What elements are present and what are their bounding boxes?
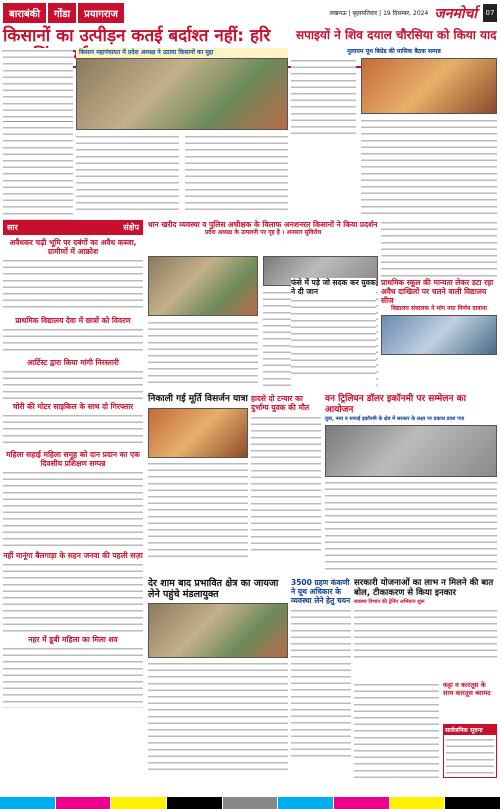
edition-tab-gonda[interactable]: गोंडा	[48, 3, 76, 23]
schemes-story	[354, 578, 497, 678]
idol-text	[148, 461, 248, 561]
masthead	[3, 2, 497, 24]
brief-item-5-title: महिला सहाई महिला समूह को दान प्रदान का एक दिवसीय प्रशिक्षण सम्पन्न	[6, 450, 140, 468]
brief-item-4-title: चोरी की मोटर साइकिल के साथ दो गिरफ्तार	[12, 402, 134, 411]
late-evening-story	[148, 578, 288, 778]
brief-item-6-title: नहीं मानूंगा बैलगाड़ा के सहन जनवा की पहली सज़ा	[3, 551, 143, 560]
idol-story	[148, 394, 248, 574]
brief-header-label-1: सार	[7, 223, 18, 232]
idol-photo	[148, 408, 248, 458]
brief-item-5-text	[3, 470, 143, 548]
harvest-text-a	[148, 320, 258, 388]
graduate-headline: 3500 ग्रहण कंकणी ने यूथ अधिकार के व्यवस्था लेने हेतु चयन	[291, 578, 351, 605]
brief-item-3-title: आर्टिस्ट द्वारा किया मांगी निरस्तारी	[27, 358, 119, 367]
late-evening-text	[148, 661, 288, 771]
lead-text-col-b	[185, 134, 288, 214]
schemes-text-2	[354, 682, 439, 778]
public-notice-box	[443, 724, 497, 778]
brief-item-2-text	[3, 327, 143, 355]
public-notice-text	[446, 737, 494, 777]
right-lead-text-2	[361, 118, 497, 214]
harvest-photo	[148, 256, 258, 316]
trillion-story	[325, 394, 497, 574]
lead-text-col-a	[76, 134, 179, 214]
lead-photo	[76, 58, 288, 130]
page-number: 07	[483, 4, 497, 22]
brief-item-1-text	[3, 258, 143, 313]
brief-item-2-title: प्राथमिक विद्यालय देवा में छात्रों को विवरण	[15, 316, 131, 325]
brief-sidebar	[3, 220, 143, 780]
lead-body-text-2	[3, 125, 73, 220]
brief-header	[3, 220, 143, 235]
school-headline-block	[381, 278, 497, 390]
newspaper-logo: जनमोर्चा	[434, 5, 477, 22]
right-lead-photo	[361, 58, 497, 114]
schemes-headline: सरकारी योजनाओं का लाभ न मिलने की बात बोल, टीकाकरण से किया इनकार	[354, 578, 494, 598]
harvest-kicker: प्रदेश अध्यक्ष के उत्पलनी पर गृह है । अनसार सुविरोध	[204, 229, 322, 236]
schemes-text	[354, 608, 497, 663]
lead-headline: किसानों का उत्पीड़न कतई बर्दाश्त नहीं: हरि	[3, 26, 293, 68]
brief-item-4-text	[3, 413, 143, 447]
harvest-headline: धान खरीद व्यवस्था व पुलिस अधीक्षक के विलाफ अनशनरत किसानों ने किया प्रदर्शन	[148, 220, 378, 229]
school-headline: प्राथमिक स्कूल की मान्यता लेकर डटा रहा अवैध दाखिलों पर चलने वाली विद्यालय सीज	[381, 278, 494, 305]
brief-item-6-text	[3, 562, 143, 632]
brief-header-label-2: संक्षेप	[123, 223, 139, 232]
katta-headline: कट्टा व कारतूस के साथ कारतूस बरामद	[443, 681, 491, 697]
katta-story	[443, 682, 497, 722]
edition-tabs	[3, 3, 124, 23]
trillion-text	[325, 480, 497, 572]
late-evening-headline: देर शाम बाद प्रभावित क्षेत्र का जायजा लेने पहुंचे मंडलायुक्त	[148, 578, 279, 600]
right-lead-headline: सपाइयों ने शिव दयाल चौरसिया को किया याद	[296, 26, 497, 68]
brief-item-7-text	[3, 646, 143, 708]
right-lead-text	[291, 58, 356, 138]
brief-item-7-title: नहर में डूबी महिला का मिला शव	[28, 635, 118, 644]
road-headline: फंसे में पड़े जो सदक कर युवक ने दी जान	[291, 278, 376, 296]
graduate-story	[291, 578, 351, 778]
accident-text	[251, 415, 321, 555]
lead-body-text	[3, 48, 73, 118]
dateline: लखनऊ | बृहस्पतिवार | 19 दिसम्बर, 2024	[329, 10, 429, 17]
graduate-text	[291, 608, 351, 758]
road-text	[291, 298, 376, 378]
brief-item-1-title: अवैधकर चढ़ी भूमि पर दबंगों का अवैध कब्जा, ग्रामीणों में आक्रोश	[9, 238, 137, 256]
schemes-kicker: स्वास्थ्य विभाग की ट्रेनिंग अभियान शुरू	[354, 599, 425, 605]
idol-headline: निकाली गई मूर्ति विसर्जन यात्रा	[148, 394, 248, 404]
road-story	[291, 278, 376, 390]
trillion-photo	[325, 425, 497, 477]
right-lead-kicker: मुलायम यूथ बिग्रेड की मासिक बैठक सम्पन्न	[347, 48, 441, 55]
accident-story	[251, 394, 321, 574]
school-kicker: विद्यालय संचालक ने मांग नया निर्णय दावाना	[391, 305, 487, 312]
accident-headline: हादसे दो टन्यार का दुर्भाग्य युवक की मौत	[251, 394, 310, 412]
edition-tab-prayagraj[interactable]: प्रयागराज	[78, 3, 124, 23]
trillion-headline: वन ट्रिलियन डॉलर इकॉनमी पर सम्मेलन का आयोजन	[325, 394, 466, 415]
late-evening-photo	[148, 603, 288, 658]
masthead-right	[330, 4, 497, 23]
brief-item-3-text	[3, 369, 143, 399]
columns	[3, 48, 497, 795]
lead-caption: किसान महापंचायत में प्रदेश अध्यक्ष ने उठाया किसानों का मुद्दा	[76, 48, 288, 58]
color-registration-strip	[0, 797, 500, 809]
public-notice-header: सार्वजनिक सूचना	[444, 725, 496, 735]
school-photo	[381, 315, 497, 355]
trillion-kicker: युवा, नशा व सफाई इकॉनमी के क्षेत्र में सरकार के लक्ष्य पर प्रकाश डाला गया	[325, 416, 465, 422]
edition-tab-barabanki[interactable]: बाराबंकी	[3, 3, 46, 23]
